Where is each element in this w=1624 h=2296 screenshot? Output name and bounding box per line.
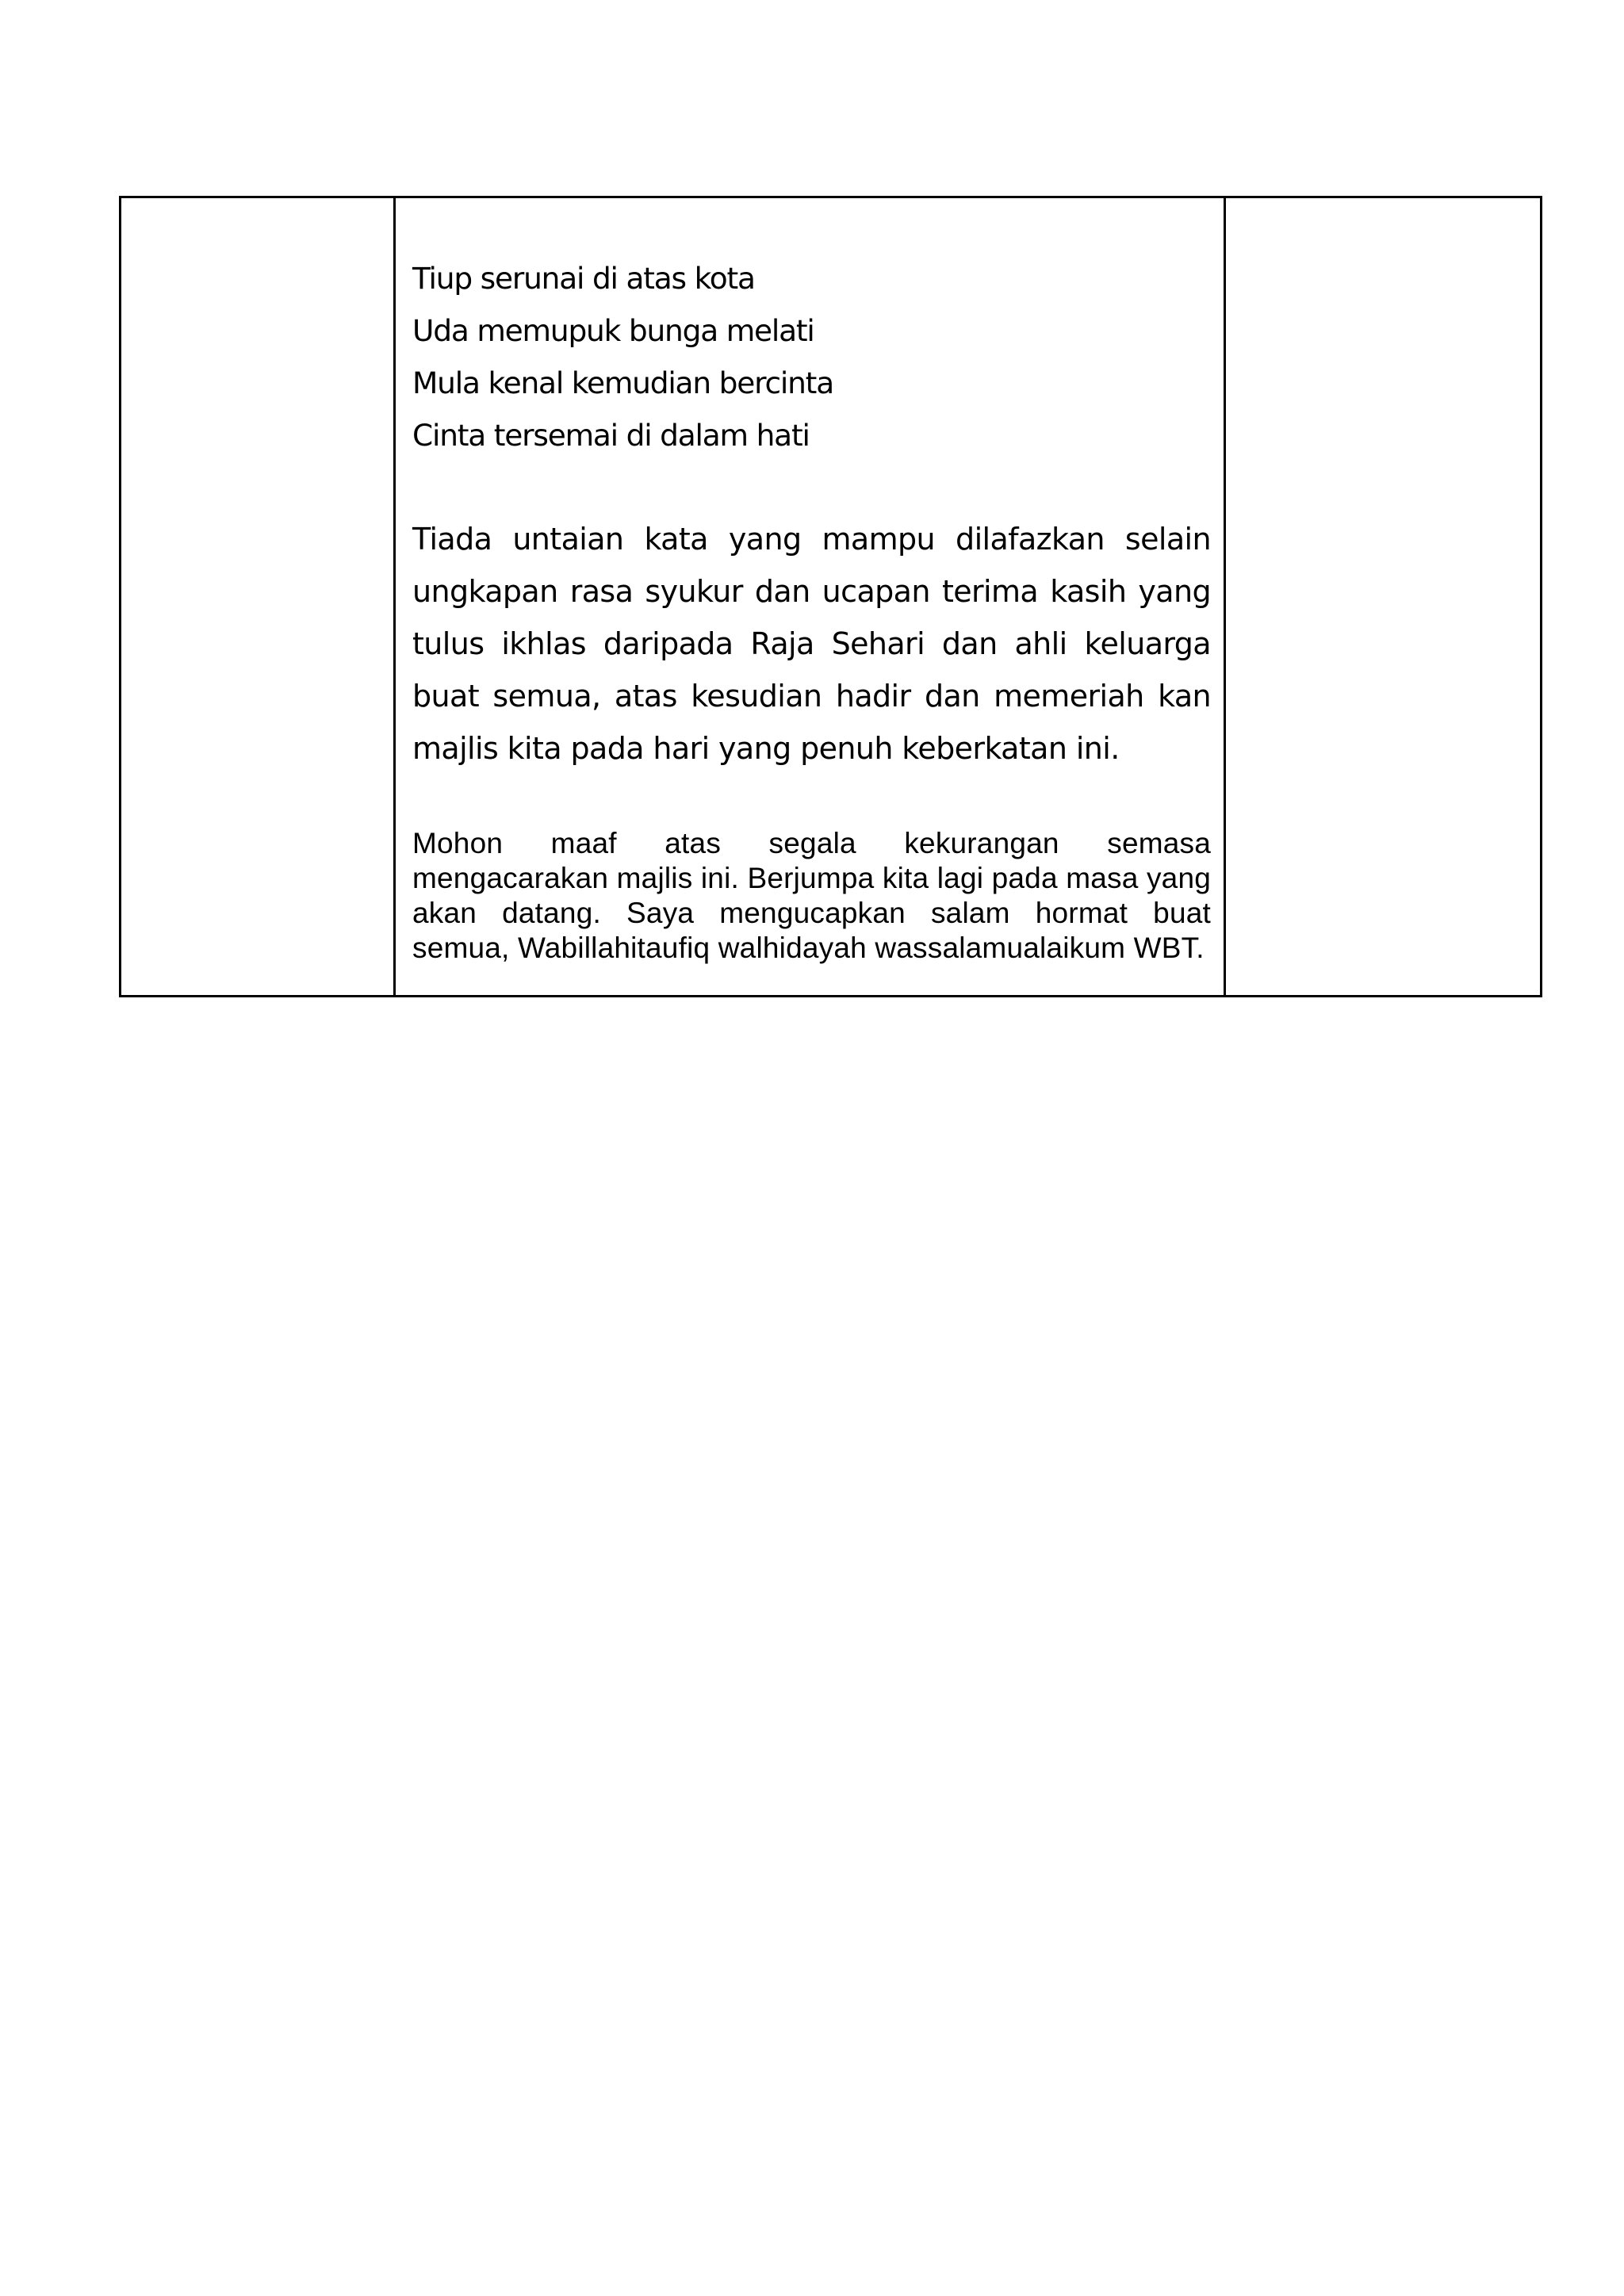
poem-line-2: Uda memupuk bunga melati	[412, 313, 814, 348]
poem-line-3: Mula kenal kemudian bercinta	[412, 365, 833, 400]
left-cell	[121, 197, 395, 997]
table-row	[121, 197, 1542, 997]
pantun-poem	[412, 252, 1211, 461]
script-table	[119, 196, 1542, 997]
right-cell	[1225, 197, 1542, 997]
closing-paragraph: Mohon maaf atas segala kekurangan semasa mengacarakan majlis ini. Berjumpa kita lagi pada masa yang akan datang. Saya mengucapkan salam hormat buat semua, Wabillahitaufiq walhidayah wassalamualaikum WBT.	[412, 827, 1212, 964]
poem-line-4: Cinta tersemai di dalam hati	[412, 418, 810, 453]
poem-line-1: Tiup serunai di atas kota	[412, 261, 755, 296]
content-cell-inner	[396, 198, 1224, 966]
gratitude-paragraph: Tiada untaian kata yang mampu dilafazkan selain ungkapan rasa syukur dan ucapan terima kasih yang tulus ikhlas daripada Raja Sehari dan ahli keluarga buat semua, atas kesudian hadir dan memeriah kan majlis kita pada hari yang penuh keberkatan ini.	[412, 522, 1211, 766]
content-cell	[395, 197, 1225, 997]
